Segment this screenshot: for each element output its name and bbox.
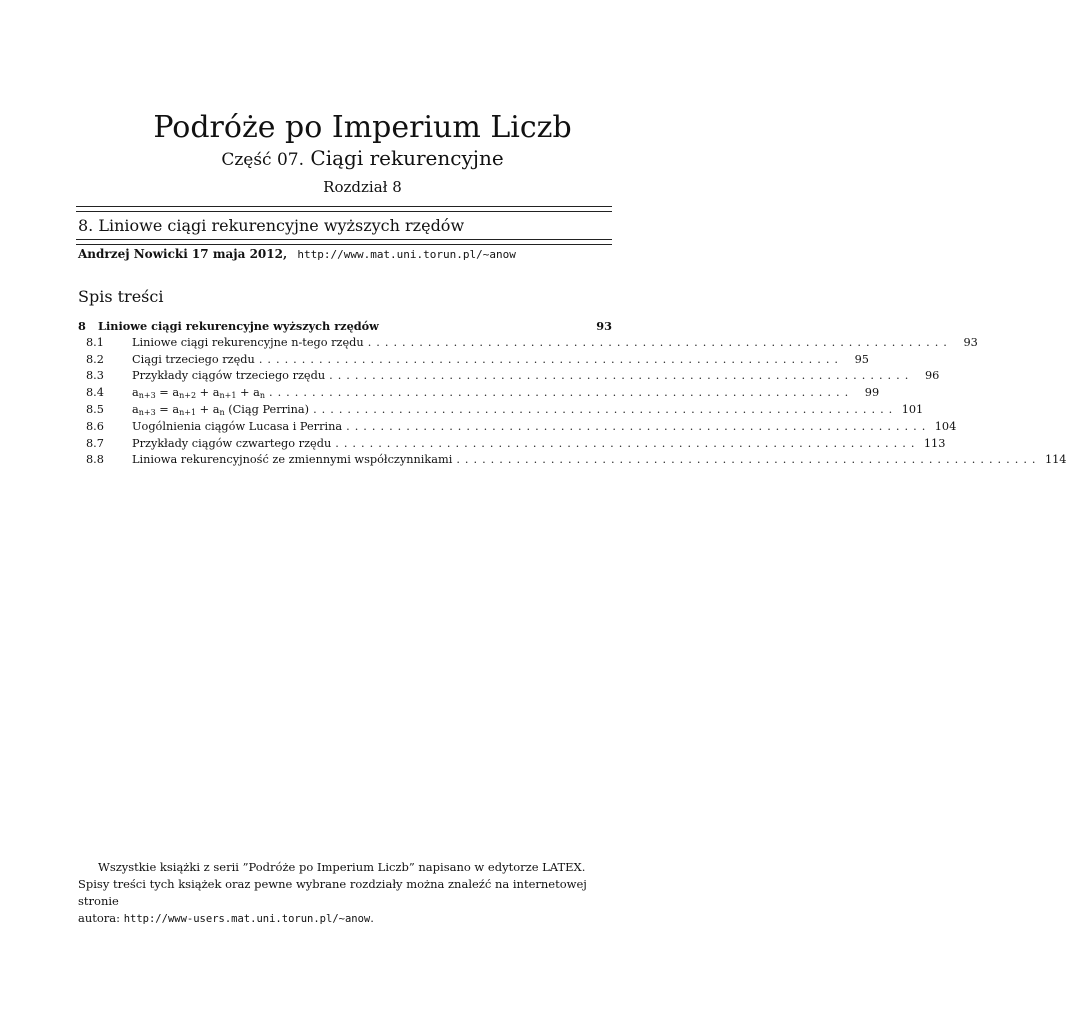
toc-leader: ....................................................................	[456, 453, 1041, 467]
book-subtitle	[0, 146, 725, 170]
footer-author-label: autora:	[78, 911, 121, 925]
toc-entry-number: 8.3	[86, 369, 104, 383]
toc-entry-number: 8.5	[86, 402, 104, 416]
toc-entry-title: Przykłady ciągów trzeciego rzędu	[132, 369, 326, 383]
toc-entry-page: 96	[924, 369, 940, 383]
toc-entry-8-5[interactable]	[78, 402, 924, 419]
toc-leader: ....................................................................	[346, 419, 931, 433]
toc-entry-title: Przykłady ciągów czwartego rzędu	[132, 436, 332, 450]
author-line	[78, 247, 516, 261]
toc-entry-page: 113	[923, 436, 946, 450]
toc-entry-number: 8.6	[86, 419, 104, 433]
toc-heading: Spis treści	[78, 287, 164, 306]
toc-entry-title: Ciągi trzeciego rzędu	[132, 352, 255, 366]
toc-leader: ....................................................................	[268, 386, 854, 400]
toc-entry-8-8[interactable]	[78, 452, 1067, 469]
toc-entry-page: 99	[864, 386, 880, 400]
toc-entry-8-1[interactable]	[78, 335, 978, 352]
toc-entry-8-2[interactable]	[78, 352, 869, 369]
part-label: Część 07.	[221, 150, 305, 170]
toc-entry-number: 8.4	[86, 386, 104, 400]
footer-note	[78, 859, 618, 928]
toc-entry-title: Liniowa rekurencyjność ze zmiennymi współczynnikami	[132, 453, 453, 467]
toc-entry-8-3[interactable]	[78, 368, 940, 385]
toc-entry-number: 8.1	[86, 335, 104, 349]
toc-entry-title: Liniowe ciągi rekurencyjne wyższych rzędów	[98, 319, 379, 333]
toc-leader: ....................................................................	[329, 369, 914, 383]
toc-entry-page: 104	[934, 419, 957, 433]
toc-entry-page: 114	[1044, 453, 1067, 467]
footer-line-1: Wszystkie książki z serii ”Podróże po Imperium Liczb” napisano w edytorze LATEX.	[98, 860, 586, 874]
toc-leader: ....................................................................	[258, 352, 843, 366]
footer-line-3	[78, 910, 618, 928]
part-name: Ciągi rekurencyjne	[310, 146, 504, 170]
toc-entry-page: 95	[854, 352, 869, 366]
toc-leader: ....................................................................	[335, 436, 920, 450]
toc-entry-formula: $a_{n+3} = a_{n+2} + a_{n+1} + a_n$	[132, 386, 265, 401]
toc-entry-formula: $a_{n+3} = a_{n+1} + a_n$	[132, 402, 225, 417]
toc-entry-page: 101	[901, 402, 924, 416]
toc-entry-page: 93	[596, 319, 612, 333]
toc-entry-page: 93	[963, 335, 978, 349]
footer-period: .	[370, 911, 374, 925]
double-rule-middle	[76, 239, 612, 245]
toc-main-entry[interactable]	[78, 318, 612, 335]
table-of-contents	[78, 318, 1067, 469]
book-title: Podróże po Imperium Liczb	[153, 110, 572, 145]
toc-entry-number: 8.7	[86, 436, 104, 450]
toc-entry-title: Liniowe ciągi rekurencyjne n-tego rzędu	[132, 335, 364, 349]
toc-entry-title: Uogólnienia ciągów Lucasa i Perrina	[132, 419, 343, 433]
toc-entry-8-6[interactable]	[78, 419, 957, 436]
toc-entry-number: 8.2	[86, 352, 104, 366]
author-url[interactable]: http://www.mat.uni.torun.pl/~anow	[297, 248, 516, 261]
toc-entry-suffix: (Ciąg Perrina)	[228, 402, 310, 416]
double-rule-top	[76, 206, 612, 212]
chapter-label: Rozdział 8	[323, 178, 402, 196]
footer-url[interactable]: http://www-users.mat.uni.torun.pl/~anow	[123, 913, 371, 925]
toc-leader: ....................................................................	[367, 335, 952, 349]
toc-entry-number: 8.8	[86, 453, 104, 467]
author-date: Andrzej Nowicki 17 maja 2012,	[78, 247, 288, 261]
toc-leader: ....................................................................	[313, 402, 898, 416]
toc-entry-8-4[interactable]	[78, 385, 880, 402]
toc-entry-number: 8	[78, 319, 86, 333]
footer-line-2: Spisy treści tych książek oraz pewne wybrane rozdziały można znaleźć na internetowej stronie	[78, 877, 587, 908]
toc-entry-8-7[interactable]	[78, 436, 946, 453]
section-heading: 8. Liniowe ciągi rekurencyjne wyższych rzędów	[78, 216, 465, 235]
